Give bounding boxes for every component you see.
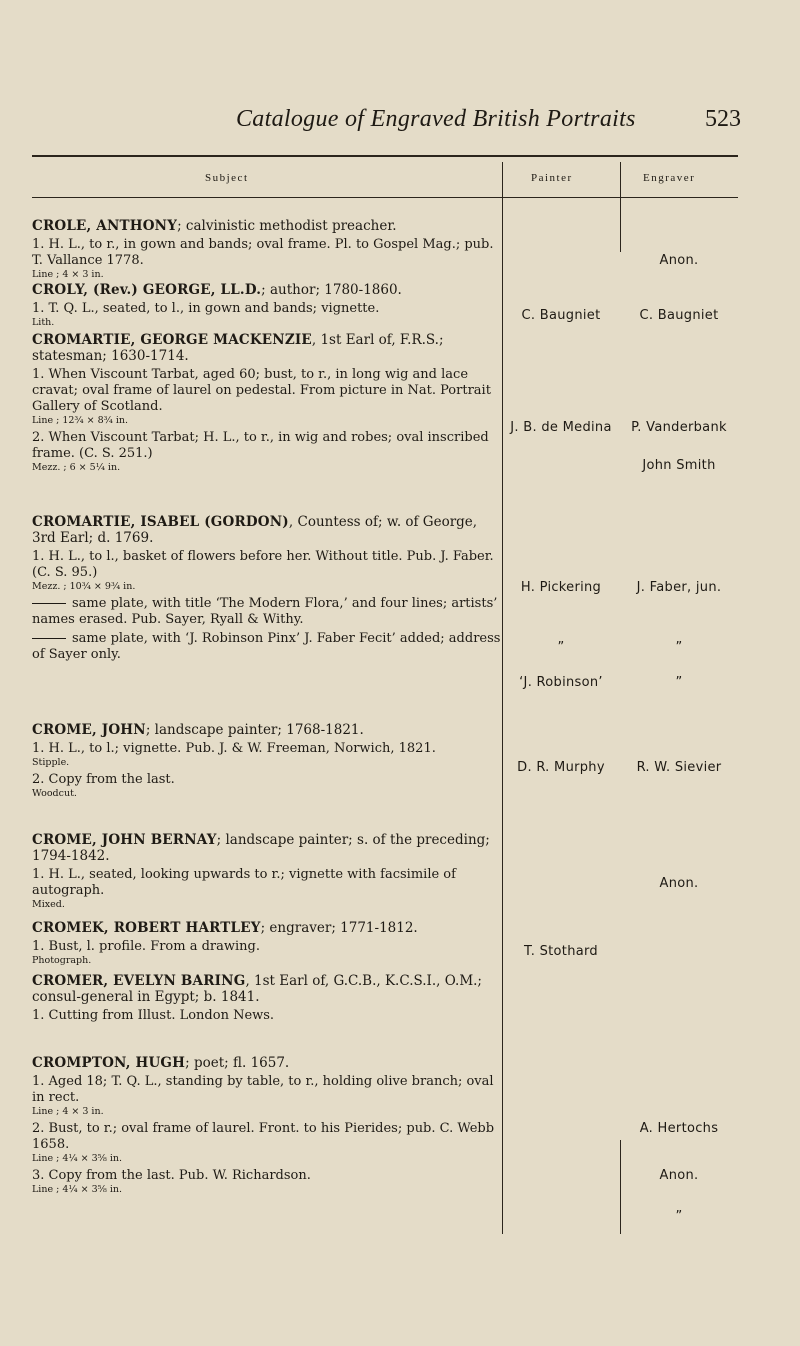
page-number: 523 [705, 106, 741, 132]
entry-desc: , 1st Earl of, G.C.B., K.C.S.I., O.M.; consul-general in Egypt; b. 1841. [32, 973, 482, 1005]
item-text: 1. Aged 18; T. Q. L., standing by table, to r., holding olive branch; oval in rect. [32, 1074, 494, 1105]
entry-crome-john-bernay [32, 832, 502, 911]
item-medium: Lith. [32, 317, 55, 328]
item-text: 1. Bust, l. profile. From a drawing. [32, 939, 260, 954]
entry-name: CROMARTIE, GEORGE MACKENZIE [32, 332, 312, 348]
engraver-cell: ” [675, 675, 683, 690]
entry-desc: ; author; 1780-1860. [261, 282, 402, 298]
column-header-subject: Subject [205, 172, 249, 184]
entry-desc: , Countess of; w. of George, 3rd Earl; d. 1769. [32, 514, 478, 546]
item-text: 1. T. Q. L., seated, to l., in gown and bands; vignette. [32, 301, 380, 316]
entry-croly [32, 282, 502, 329]
entry-name: CROME, JOHN BERNAY [32, 832, 217, 848]
item-medium: Stipple. [32, 757, 70, 768]
item-medium: Line ; 4 × 3 in. [32, 1106, 104, 1117]
painter-cell: T. Stothard [524, 944, 598, 959]
item-medium: Photograph. [32, 955, 92, 966]
ditto-dash [32, 638, 66, 639]
entry-desc: ; landscape painter; 1768-1821. [145, 722, 364, 738]
engraver-cell: C. Baugniet [639, 308, 719, 323]
item-text: 1. H. L., to l.; vignette. Pub. J. & W. Freeman, Norwich, 1821. [32, 741, 436, 756]
item-medium: Line ; 4¼ × 3⅝ in. [32, 1184, 123, 1195]
item-text: 1. H. L., to r., in gown and bands; oval frame. Pl. to Gospel Mag.; pub. T. Vallance 1778. [32, 237, 494, 268]
painter-cell: ‘J. Robinson’ [519, 675, 603, 690]
item-medium: Mezz. ; 10¾ × 9¾ in. [32, 581, 136, 592]
entry-cromer [32, 973, 502, 1024]
top-rule [32, 155, 738, 157]
item-medium: Line ; 4 × 3 in. [32, 269, 104, 280]
item-text: 1. H. L., to l., basket of flowers before her. Without title. Pub. J. Faber. (C. S. 95.) [32, 549, 494, 580]
engraver-cell: Anon. [659, 876, 699, 891]
entry-name: CROLE, ANTHONY [32, 218, 178, 234]
item-text: 2. Bust, to r.; oval frame of laurel. Front. to his Pierides; pub. C. Webb 1658. [32, 1121, 495, 1152]
entry-name: CROMARTIE, ISABEL (GORDON) [32, 514, 289, 530]
painter-cell: C. Baugniet [521, 308, 601, 323]
column-header-painter: Painter [531, 172, 573, 184]
painter-cell: ” [557, 640, 565, 655]
engraver-cell: ” [675, 1209, 683, 1224]
entry-name: CROMER, EVELYN BARING [32, 973, 246, 989]
item-text: 1. H. L., seated, looking upwards to r.; vignette with facsimile of autograph. [32, 867, 456, 898]
column-header-engraver: Engraver [643, 172, 696, 184]
entry-desc: ; poet; fl. 1657. [185, 1055, 290, 1071]
engraver-cell: P. Vanderbank [631, 420, 727, 435]
entry-desc: ; engraver; 1771-1812. [260, 920, 418, 936]
item-text: same plate, with title ‘The Modern Flora,’ and four lines; artists’ names erased. Pub. Sayer, Ryall & Withy. [32, 596, 498, 627]
entry-crompton [32, 1055, 502, 1196]
painter-cell: J. B. de Medina [510, 420, 612, 435]
column-divider-2-top [620, 162, 621, 252]
painter-cell: D. R. Murphy [517, 760, 605, 775]
entry-crole [32, 218, 502, 281]
item-text: 3. Copy from the last. Pub. W. Richardson. [32, 1168, 311, 1183]
item-text: 1. Cutting from Illust. London News. [32, 1008, 275, 1023]
entry-name: CROMPTON, HUGH [32, 1055, 186, 1071]
entry-cromartie-george [32, 332, 502, 474]
item-medium: Mixed. [32, 899, 65, 910]
item-medium: Line ; 4¼ × 3⅝ in. [32, 1153, 123, 1164]
engraver-cell: J. Faber, jun. [636, 580, 722, 595]
entry-name: CROLY, (Rev.) GEORGE, LL.D. [32, 282, 262, 298]
engraver-cell: ” [675, 640, 683, 655]
entry-cromartie-isabel [32, 514, 502, 663]
item-medium: Line ; 12¾ × 8¾ in. [32, 415, 129, 426]
running-title: Catalogue of Engraved British Portraits [236, 106, 636, 132]
engraver-cell: John Smith [642, 458, 716, 473]
engraver-cell: R. W. Sievier [636, 760, 722, 775]
engraver-cell: Anon. [659, 253, 699, 268]
entry-crome-john [32, 722, 502, 800]
entry-desc: ; landscape painter; s. of the preceding; 1794-1842. [32, 832, 490, 864]
entry-cromek [32, 920, 502, 967]
engraver-cell: Anon. [659, 1168, 699, 1183]
ditto-dash [32, 603, 66, 604]
item-medium: Mezz. ; 6 × 5¼ in. [32, 462, 121, 473]
item-text: 1. When Viscount Tarbat, aged 60; bust, to r., in long wig and lace cravat; oval frame of laurel on pedestal. From picture in Nat. Portrait Gallery of Scotland. [32, 367, 491, 414]
entry-name: CROMEK, ROBERT HARTLEY [32, 920, 261, 936]
item-medium: Woodcut. [32, 788, 77, 799]
item-text: same plate, with ‘J. Robinson Pinx’ J. Faber Fecit’ added; address of Sayer only. [32, 631, 501, 662]
item-text: 2. When Viscount Tarbat; H. L., to r., in wig and robes; oval inscribed frame. (C. S. 251.) [32, 430, 489, 461]
header-rule [32, 197, 738, 198]
entry-name: CROME, JOHN [32, 722, 146, 738]
painter-cell: H. Pickering [520, 580, 602, 595]
item-text: 2. Copy from the last. [32, 772, 175, 787]
engraver-cell: A. Hertochs [639, 1121, 719, 1136]
entry-desc: , 1st Earl of, F.R.S.; statesman; 1630-1714. [32, 332, 444, 364]
entry-desc: ; calvinistic methodist preacher. [177, 218, 397, 234]
